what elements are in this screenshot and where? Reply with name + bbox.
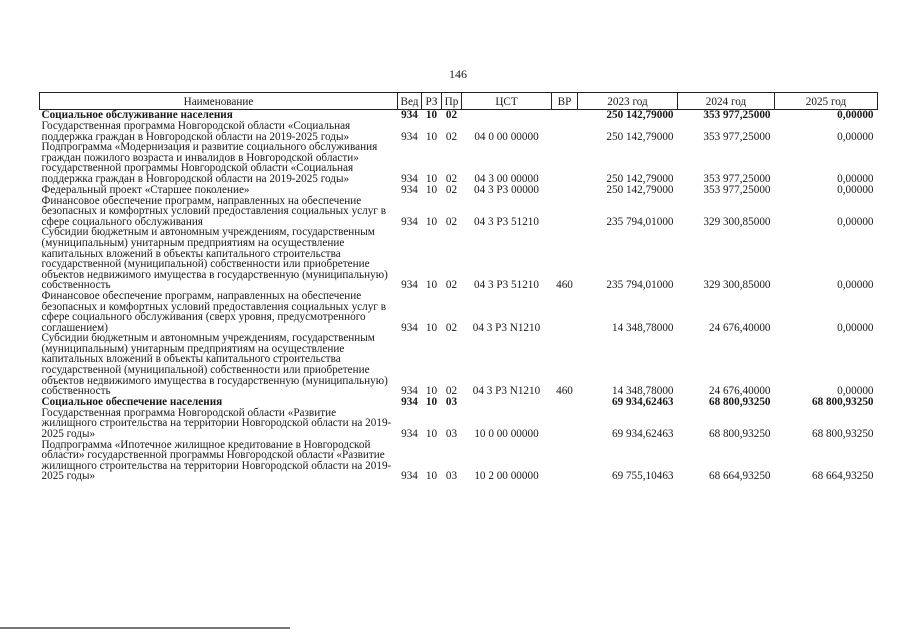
table-row xyxy=(40,291,878,333)
row-value-2025: 0,00000 xyxy=(837,321,874,334)
row-ved: 934 xyxy=(401,279,418,292)
row-name: Субсидии бюджетным и автономным учреждениям, государственным (муниципальным) унитарным предприятиям на осуществление капитальных вложений в объекты капитального строительства государственной (муниципальной) собственности или приобретение объектов недвижимого имущества в государственную (муниципальную) собственность xyxy=(41,226,388,292)
row-value-2023: 69 934,62463 xyxy=(611,428,674,441)
row-value-2024: 353 977,25000 xyxy=(703,109,771,122)
row-name: Государственная программа Новгородской области «Развитие жилищного строительства на территории Новгородской области на 2019-2025 годы» xyxy=(41,406,392,441)
col-header-ved: Вед xyxy=(398,93,422,110)
col-header-rz: РЗ xyxy=(422,93,442,110)
table-row xyxy=(40,408,878,440)
row-vr xyxy=(552,196,578,228)
page-number: 146 xyxy=(449,67,467,81)
row-vr xyxy=(552,185,578,196)
row-ved: 934 xyxy=(401,470,418,483)
row-ved: 934 xyxy=(401,109,418,122)
row-value-2025: 0,00000 xyxy=(837,279,874,292)
row-value-2023: 250 142,79000 xyxy=(606,172,674,185)
row-rz: 10 xyxy=(425,172,438,185)
row-pr: 02 xyxy=(445,172,458,185)
col-header-name: Наименование xyxy=(40,93,398,110)
row-value-2025: 0,00000 xyxy=(837,385,874,398)
row-ved: 934 xyxy=(401,130,418,143)
row-rz: 10 xyxy=(425,183,438,196)
row-rz: 10 xyxy=(425,215,438,228)
row-value-2025: 0,00000 xyxy=(837,172,874,185)
row-cst: 10 2 00 00000 xyxy=(474,470,539,483)
row-rz: 10 xyxy=(425,279,438,292)
row-cst: 04 3 P3 00000 xyxy=(474,183,539,196)
row-value-2024: 68 664,93250 xyxy=(708,470,771,483)
row-name: Подпрограмма «Ипотечное жилищное кредитование в Новгородской области» государственной программы Новгородской области «Развитие жилищного строительства на территории Новгородской области на 2019-2025 годы» xyxy=(41,438,392,483)
row-value-2025: 68 800,93250 xyxy=(811,396,874,409)
row-rz: 10 xyxy=(425,470,438,483)
row-name: Субсидии бюджетным и автономным учреждениям, государственным (муниципальным) унитарным предприятиям на осуществление капитальных вложений в объекты капитального строительства государственной (муниципальной) собственности или приобретение объектов недвижимого имущества в государственную (муниципальную) собственность xyxy=(41,332,388,398)
row-value-2024: 329 300,85000 xyxy=(703,215,771,228)
row-pr: 03 xyxy=(445,470,458,483)
row-name: Финансовое обеспечение программ, направленных на обеспечение безопасных и комфортных условий предоставления социальных услуг в сфере социального обслуживания (сверх уровня, предусмотренного соглашением) xyxy=(41,289,386,334)
row-ved: 934 xyxy=(401,183,418,196)
row-vr xyxy=(552,291,578,333)
row-name: Социальное обеспечение населения xyxy=(41,396,223,409)
row-value-2025: 0,00000 xyxy=(837,215,874,228)
row-value-2023: 250 142,79000 xyxy=(606,130,674,143)
row-rz: 10 xyxy=(425,130,438,143)
row-pr: 02 xyxy=(445,385,458,398)
row-pr: 02 xyxy=(445,279,458,292)
row-pr: 03 xyxy=(445,396,458,409)
row-value-2023: 250 142,79000 xyxy=(606,109,674,122)
row-ved: 934 xyxy=(401,428,418,441)
page-bottom-rule xyxy=(0,627,290,629)
row-value-2024: 68 800,93250 xyxy=(708,428,771,441)
row-value-2024: 353 977,25000 xyxy=(703,172,771,185)
table-row xyxy=(40,185,878,196)
row-pr: 02 xyxy=(445,321,458,334)
row-rz: 10 xyxy=(425,385,438,398)
table-row xyxy=(40,121,878,142)
row-vr: 460 xyxy=(556,279,573,292)
row-name: Подпрограмма «Модернизация и развитие социального обслуживания граждан пожилого возраста и инвалидов в Новгородской области» государственной программы Новгородской области «Социальная поддержка граждан в Новгородской области на 2019-2025 годы» xyxy=(41,141,378,185)
table-row xyxy=(40,142,878,184)
row-value-2024: 353 977,25000 xyxy=(703,130,771,143)
row-cst: 10 0 00 00000 xyxy=(474,428,539,441)
row-value-2024: 353 977,25000 xyxy=(703,183,771,196)
col-header-cst: ЦСТ xyxy=(462,93,552,110)
row-ved: 934 xyxy=(401,396,418,409)
table-row xyxy=(40,333,878,397)
row-value-2023: 69 934,62463 xyxy=(611,396,674,409)
row-value-2025: 68 664,93250 xyxy=(811,470,874,483)
row-value-2023: 250 142,79000 xyxy=(606,183,674,196)
col-header-2023: 2023 год xyxy=(578,93,678,110)
row-pr: 02 xyxy=(445,130,458,143)
row-value-2023: 14 348,78000 xyxy=(611,385,674,398)
row-ved: 934 xyxy=(401,172,418,185)
row-value-2025: 68 800,93250 xyxy=(811,428,874,441)
row-ved: 934 xyxy=(401,385,418,398)
row-vr: 460 xyxy=(556,385,573,398)
row-cst xyxy=(462,397,552,408)
row-rz: 10 xyxy=(425,109,438,122)
row-pr: 02 xyxy=(445,215,458,228)
row-cst: 04 3 P3 51210 xyxy=(474,215,539,228)
row-vr xyxy=(552,408,578,440)
row-value-2023: 235 794,01000 xyxy=(606,215,674,228)
table-row xyxy=(40,196,878,228)
row-value-2025: 0,00000 xyxy=(837,109,874,122)
row-value-2025: 0,00000 xyxy=(837,183,874,196)
row-value-2023: 235 794,01000 xyxy=(606,279,674,292)
row-rz: 10 xyxy=(425,396,438,409)
row-vr xyxy=(552,142,578,184)
table-row xyxy=(40,227,878,291)
row-vr xyxy=(552,110,578,122)
row-ved: 934 xyxy=(401,321,418,334)
row-value-2024: 329 300,85000 xyxy=(703,279,771,292)
row-value-2023: 69 755,10463 xyxy=(611,470,674,483)
row-name: Федеральный проект «Старшее поколение» xyxy=(41,183,250,196)
row-value-2025: 0,00000 xyxy=(837,130,874,143)
row-cst: 04 3 P3 N1210 xyxy=(472,385,541,398)
row-value-2024: 24 676,40000 xyxy=(708,321,771,334)
row-cst: 04 3 P3 51210 xyxy=(474,279,539,292)
row-ved: 934 xyxy=(401,215,418,228)
row-cst: 04 0 00 00000 xyxy=(474,130,539,143)
row-cst xyxy=(462,110,552,122)
row-value-2024: 24 676,40000 xyxy=(708,385,771,398)
table-row xyxy=(40,440,878,482)
row-name: Финансовое обеспечение программ, направленных на обеспечение безопасных и комфортных условий предоставления социальных услуг в сфере социального обслуживания xyxy=(41,194,386,228)
row-rz: 10 xyxy=(425,428,438,441)
row-vr xyxy=(552,397,578,408)
row-rz: 10 xyxy=(425,321,438,334)
row-name: Социальное обслуживание населения xyxy=(41,109,233,122)
row-pr: 02 xyxy=(445,109,458,122)
row-cst: 04 3 00 00000 xyxy=(474,172,539,185)
col-header-2025: 2025 год xyxy=(775,93,878,110)
row-pr: 02 xyxy=(445,183,458,196)
col-header-2024: 2024 год xyxy=(678,93,775,110)
row-vr xyxy=(552,440,578,482)
row-value-2023: 14 348,78000 xyxy=(611,321,674,334)
row-pr: 03 xyxy=(445,428,458,441)
table-header-row xyxy=(40,93,878,110)
row-name: Государственная программа Новгородской области «Социальная поддержка граждан в Новгородской области на 2019-2025 годы» xyxy=(41,120,351,143)
col-header-vr: ВР xyxy=(552,93,578,110)
row-cst: 04 3 P3 N1210 xyxy=(472,321,541,334)
row-value-2024: 68 800,93250 xyxy=(708,396,771,409)
col-header-pr: Пр xyxy=(442,93,462,110)
budget-table xyxy=(39,92,878,482)
row-vr xyxy=(552,121,578,142)
